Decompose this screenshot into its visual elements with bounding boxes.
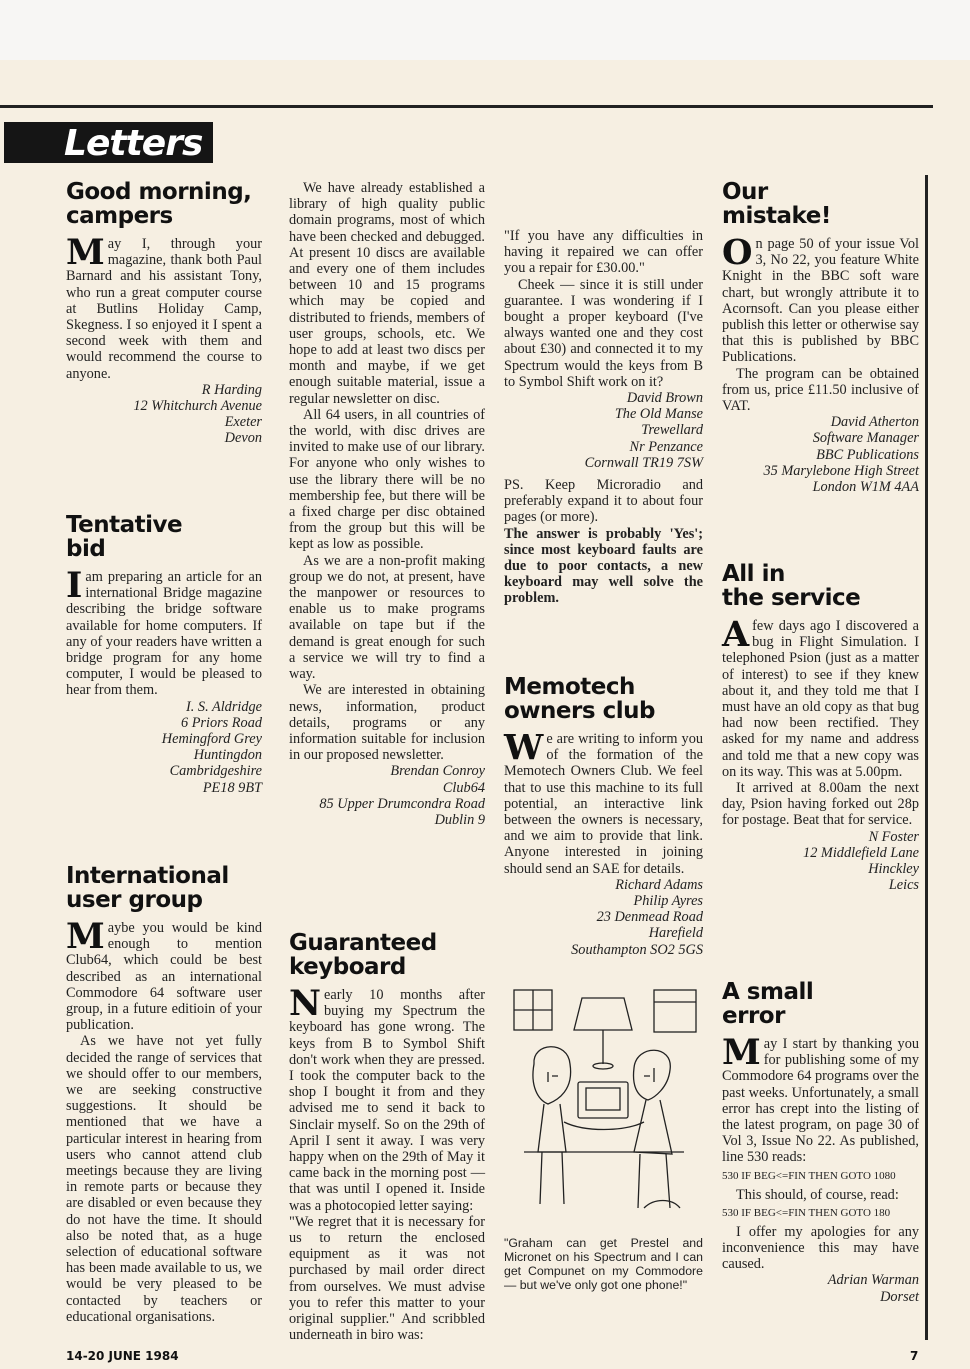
postscript: PS. Keep Microradio and preferably expand it to about four pages (or more). bbox=[504, 477, 703, 526]
issue-date: 14-20 JUNE 1984 bbox=[66, 1349, 179, 1363]
scan-margin bbox=[0, 0, 970, 60]
letter-title: All in the service bbox=[722, 561, 861, 611]
letter-body: e are writing to inform you of the formation of the Memotech Owners Club. We feel that to use this machine to its full potential, an interactive link between the owners is necessary, and we aim to provide that link. Anyone interested in joining should send an SAE for details. bbox=[504, 731, 703, 877]
letter-small-error bbox=[722, 980, 919, 1305]
letter-paragraph: "If you have any difficulties in having it repaired we can offer you a repair for £30.00." bbox=[504, 228, 703, 277]
letter-title: Our mistake! bbox=[722, 179, 831, 229]
cartoon-caption: "Graham can get Prestel and Micronet on his Spectrum and I can get Compunet on my Commodore — but we've only got one phone!" bbox=[504, 1236, 703, 1293]
page-number: 7 bbox=[910, 1349, 919, 1363]
signature: Adrian Warman Dorset bbox=[827, 1272, 919, 1305]
dropcap: A bbox=[722, 614, 750, 655]
editor-answer: The answer is probably 'Yes'; since most keyboard faults are due to poor contacts, a new keyboard may well solve the problem. bbox=[504, 525, 703, 607]
letter-good-morning bbox=[66, 180, 262, 447]
letter-paragraph: ay I start by thanking you for publishing some of my Commodore 64 programs over the past weeks. Unfortunately, a small error has crept into the listing of the latest program, on page 30 of Vol 3, Issue No 22. As published, line 530 reads: bbox=[722, 1036, 919, 1166]
letter-title: A small error bbox=[722, 979, 814, 1029]
code-line: 530 IF BEG<=FIN THEN GOTO 180 bbox=[722, 1206, 891, 1219]
letter-international-continued bbox=[289, 180, 485, 828]
letter-title: Memotech owners club bbox=[504, 674, 655, 724]
letter-title: Guaranteed keyboard bbox=[289, 930, 437, 980]
dropcap: M bbox=[66, 916, 105, 957]
letter-memotech-club bbox=[504, 675, 703, 1292]
letter-title: Good morning, campers bbox=[66, 179, 252, 229]
signature: I. S. Aldridge 6 Priors Road Hemingford Grey Huntingdon Cambridgeshire PE18 9BT bbox=[161, 698, 262, 796]
dropcap: O bbox=[722, 232, 753, 273]
dropcap: W bbox=[504, 727, 544, 768]
dropcap: M bbox=[66, 232, 105, 273]
letter-paragraph: We are interested in obtaining news, information, product details, programs or any information suitable for inclusion in our proposed newsletter. bbox=[289, 682, 485, 764]
letter-paragraph: few days ago I discovered a bug in Flight Simulation. I telephoned Psion (just as a matter of interest) to see if they knew about it, and they told me that I must have an old copy as that bug had now been rectified. They asked for my name and address and told me that a new copy was on its way. This was at 5.00pm. bbox=[722, 618, 919, 780]
signature: N Foster 12 Middlefield Lane Hinckley Leics bbox=[803, 828, 919, 894]
letter-paragraph: n page 50 of your issue Vol 3, No 22, you feature White Knight in the BBC soft ware chart, but wrongly attribute it to Acornsoft. Can you please either publish this letter or otherwise say that this is published by BBC Publications. bbox=[722, 236, 919, 366]
signature: Brendan Conroy Club64 85 Upper Drumcondra Road Dublin 9 bbox=[319, 763, 485, 828]
letter-guaranteed-keyboard bbox=[289, 931, 485, 1343]
letter-title: International user group bbox=[66, 863, 229, 913]
section-title: Letters bbox=[64, 123, 203, 164]
letter-all-in-service bbox=[722, 562, 919, 893]
dropcap: I bbox=[66, 565, 83, 606]
letter-paragraph: aybe you would be kind enough to mention Club64, which could be best described as an international Commodore 64 software user group, in a future editioin of your publication. bbox=[66, 920, 262, 1034]
letter-international-group bbox=[66, 864, 262, 1325]
code-line: 530 IF BEG<=FIN THEN GOTO 1080 bbox=[722, 1169, 896, 1182]
letter-paragraph: All 64 users, in all countries of the world, with disc drives are invited to make use of our library. For anyone who only wishes to use the library there will be no membership fee, but there will be a fixed charge per disc obtained from the group but this will be kept as low as possible. bbox=[289, 406, 485, 553]
letter-our-mistake bbox=[722, 180, 919, 495]
letter-paragraph: Cheek — since it is still under guarantee. I was wondering if I bought a proper keyboard (I've always wanted one and they cost about £30) and connected it to my Spectrum would the keys from B to Symbol Shift work on it? bbox=[504, 276, 703, 390]
signature: David Atherton Software Manager BBC Publications 35 Marylebone High Street London W1M 4AA bbox=[763, 414, 919, 496]
dropcap: M bbox=[722, 1032, 761, 1073]
letter-body: ay I, through your magazine, thank both Paul Barnard and his assistant Tony, who run a great computer course at Butlins Holiday Camp, Skegness. I so enjoyed it I spent a second week with them and would recommend the course to anyone. bbox=[66, 236, 262, 382]
letter-paragraph: It arrived at 8.00am the next day, Psion having forked out 28p for postage. Beat that for service. bbox=[722, 780, 919, 829]
signature: R Harding 12 Whitchurch Avenue Exeter Devon bbox=[133, 381, 262, 447]
letter-paragraph: As we are a non-profit making group we do not, at present, have the manpower or resources to enable us to make programs available on tape but if the demand is great enough for such a service we will try to find a way. bbox=[289, 552, 485, 683]
header-rule bbox=[0, 105, 933, 108]
letter-paragraph: As we have not yet fully decided the range of services that we should offer to our members, we are seeking constructive suggestions. It should be mentioned that we have a particular interest in hearing from users who cannot attend club meetings because they are living in remote parts or because they are disabled or even because they do not have the time. It should also be noted that, as a huge selection of educational software has been made available to us, we would be very pleased to be contacted by teachers or educational organisations. bbox=[66, 1033, 262, 1325]
letter-paragraph: This should, of course, read: bbox=[736, 1186, 899, 1203]
letter-paragraph: "We regret that it is necessary for us to return the enclosed equipment as it was not purchased by mail order direct from ourselves. We must advise you to refer this matter to your original supplier." And scribbled underneath in biro was: bbox=[289, 1213, 485, 1344]
column-rule bbox=[925, 175, 928, 1340]
letter-tentative-bid bbox=[66, 513, 262, 796]
signature: David Brown The Old Manse Trewellard Nr Penzance Cornwall TR19 7SW bbox=[584, 390, 703, 471]
letter-paragraph: We have already established a library of high quality public domain programs, most of which have been checked and debugged. At present 10 discs are available and every one of them includes between 10 and 15 programs which may be copied and distributed to friends, members of user groups, schools, etc. We hope to add at least two discs per month and maybe, if we get enough suitable material, issue a regular newsletter on disc. bbox=[289, 180, 485, 407]
letter-guaranteed-continued bbox=[504, 228, 703, 607]
letter-title: Tentative bid bbox=[66, 512, 183, 562]
signature: Richard Adams Philip Ayres 23 Denmead Road Harefield Southampton SO2 5GS bbox=[571, 876, 703, 958]
dropcap: N bbox=[289, 983, 321, 1024]
letter-paragraph: early 10 months after buying my Spectrum the keyboard has gone wrong. The keys from B to Symbol Shift don't work when they are pressed. I took the computer back to the shop I bought it from and they advised me to send it back to Sinclair myself. So on the 29th of April I sent it away. I was very happy when on the 29th of May it came back in the morning post — that was until I opened it. Inside was a photocopied letter saying: bbox=[289, 987, 485, 1214]
cartoon-illustration bbox=[504, 972, 703, 1224]
letter-paragraph: The program can be obtained from us, price £11.50 inclusive of VAT. bbox=[722, 365, 919, 415]
section-banner bbox=[4, 122, 213, 163]
letter-body: am preparing an article for an international Bridge magazine describing the bridge software available for home computers. If any of your readers have written a bridge program for any home computer, I would be pleased to hear from them. bbox=[66, 569, 262, 699]
letter-paragraph: I offer my apologies for any inconvenience this may have caused. bbox=[722, 1223, 919, 1273]
